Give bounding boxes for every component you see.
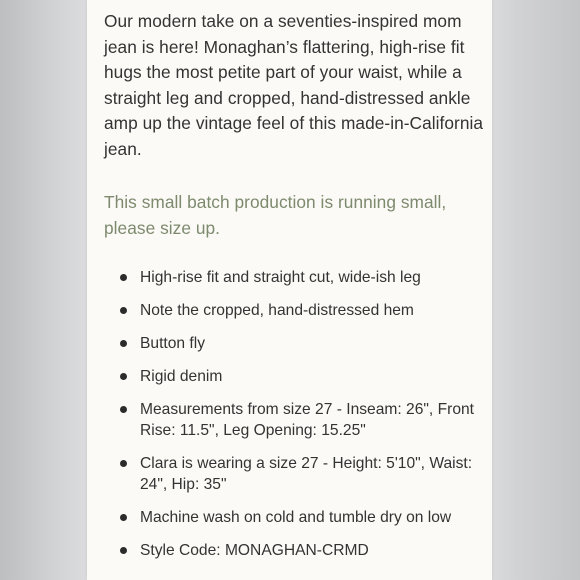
bullet-icon — [120, 514, 127, 521]
description-intro: Our modern take on a seventies-inspired mom jean is here! Monaghan’s flattering, high-rise fit hugs the most petite part of your waist, while a straight leg and cropped, hand-distressed ankle amp up the vintage feel of this made-in-California jean. — [104, 11, 484, 159]
list-item-text: Button fly — [140, 335, 206, 352]
bullet-icon — [120, 307, 127, 314]
list-item — [140, 300, 485, 321]
list-item-text: Style Code: MONAGHAN-CRMD — [140, 542, 369, 559]
list-item — [140, 540, 485, 561]
bullet-icon — [120, 373, 127, 380]
list-item — [140, 507, 485, 528]
bullet-icon — [120, 406, 127, 413]
list-item-text: Note the cropped, hand-distressed hem — [140, 302, 414, 319]
list-item-text: Machine wash on cold and tumble dry on low — [140, 509, 452, 526]
list-item — [140, 267, 485, 288]
list-item — [140, 333, 485, 354]
list-item-text: Clara is wearing a size 27 - Height: 5'10", Waist: 24", Hip: 35" — [140, 455, 473, 493]
bullet-icon — [120, 547, 127, 554]
list-item — [140, 366, 485, 387]
list-item — [140, 453, 485, 495]
left-background-strip — [0, 0, 87, 580]
product-description-card — [87, 0, 492, 580]
sizing-note: This small batch production is running small, please size up. — [104, 192, 447, 238]
list-item-text: Measurements from size 27 - Inseam: 26", Front Rise: 11.5", Leg Opening: 15.25" — [140, 401, 474, 439]
right-background-strip — [492, 0, 580, 580]
bullet-icon — [120, 460, 127, 467]
list-item-text: Rigid denim — [140, 368, 223, 385]
bullet-icon — [120, 340, 127, 347]
list-item — [140, 399, 485, 441]
list-item-text: High-rise fit and straight cut, wide-ish leg — [140, 269, 421, 286]
bullet-icon — [120, 274, 127, 281]
